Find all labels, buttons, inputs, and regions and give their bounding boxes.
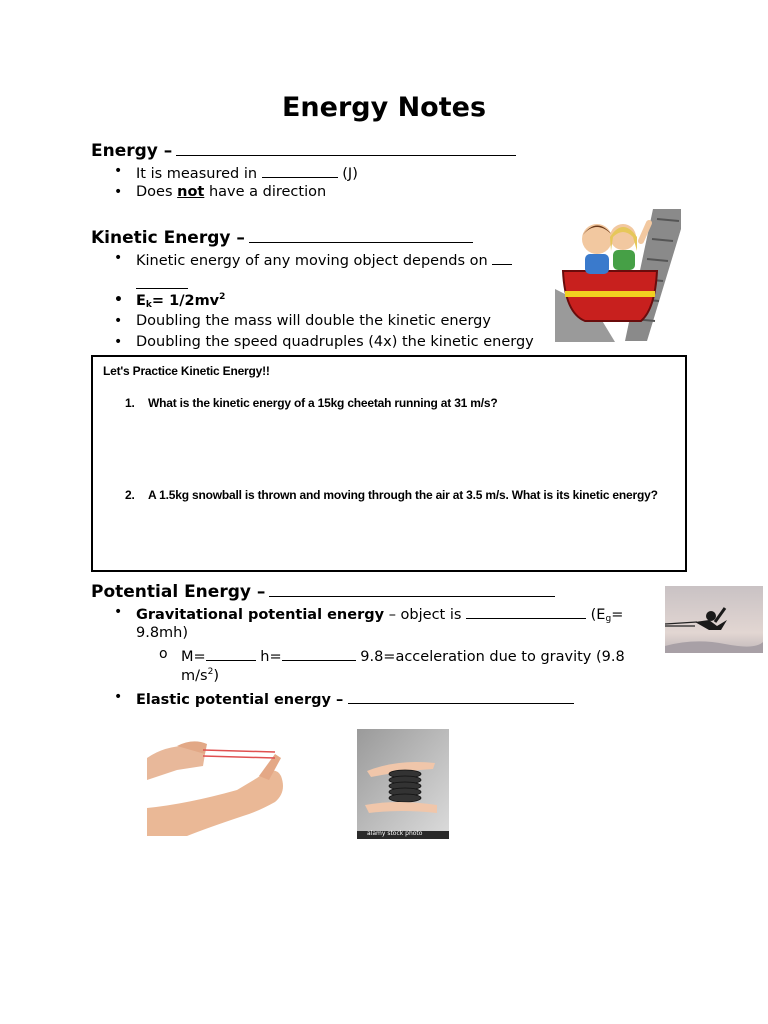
page-title: Energy Notes	[281, 92, 487, 123]
energy-heading: Energy –	[91, 139, 516, 161]
kinetic-bullet-4: Doubling the speed quadruples (4x) the kinetic energy	[136, 334, 534, 350]
practice-q1-answer-area[interactable]	[148, 418, 668, 480]
kinetic-heading: Kinetic Energy –	[91, 226, 473, 248]
energy-definition-blank[interactable]	[176, 139, 516, 156]
potential-heading: Potential Energy –	[91, 580, 555, 602]
elastic-blank[interactable]	[348, 689, 574, 704]
elastic-bullet: • Elastic potential energy –	[136, 689, 574, 708]
bullet-dot: •	[114, 313, 123, 329]
energy-bullet-1: • It is measured in (J)	[114, 163, 358, 182]
bullet-dot: •	[114, 292, 123, 308]
rubber-band-hands-icon	[147, 736, 293, 836]
practice-title: Let's Practice Kinetic Energy!!	[103, 364, 270, 378]
kinetic-bullet-3: • Doubling the mass will double the kinetic energy	[114, 313, 491, 329]
practice-q1: What is the kinetic energy of a 15kg cheetah running at 31 m/s?	[148, 396, 498, 410]
rubber-band-photo	[147, 736, 293, 836]
roller-coaster-illustration	[555, 209, 681, 342]
bullet-dot: •	[114, 163, 123, 179]
bullet-dot: •	[114, 184, 123, 200]
bullet-dot: •	[114, 604, 123, 620]
spring-between-hands-icon	[357, 729, 449, 839]
stock-watermark: alamy stock photo	[367, 830, 423, 837]
swing-silhouette-icon	[665, 586, 763, 653]
gravitational-blank[interactable]	[466, 604, 586, 619]
kinetic-definition-blank[interactable]	[249, 226, 473, 243]
practice-q1-number: 1.	[125, 396, 135, 410]
gravitational-formula-line2: 9.8mh)	[136, 625, 189, 641]
bullet-dot: •	[114, 334, 123, 350]
gravity-unit: $m/s^2$)	[181, 667, 219, 684]
practice-q2: A 1.5kg snowball is thrown and moving through the air at 3.5 m/s. What is its kinetic energy?	[148, 488, 658, 502]
potential-definition-blank[interactable]	[269, 580, 555, 597]
energy-bullet-2: • Does not have a direction	[114, 184, 327, 200]
gravitational-sub-bullet: o M= h= 9.8=acceleration due to gravity (9.8	[159, 646, 625, 665]
kinetic-bullet-1: • Kinetic energy of any moving object depends on	[136, 250, 512, 269]
unit-blank[interactable]	[262, 163, 338, 178]
gravitational-bullet: • Gravitational potential energy – object is ($E_g=$	[114, 604, 624, 624]
spring-photo	[357, 729, 449, 839]
sub-bullet-marker: o	[159, 646, 168, 662]
swing-photo	[665, 586, 763, 653]
kinetic-formula: • $E_k= 1/2mv^2$	[114, 292, 226, 310]
practice-q2-number: 2.	[125, 488, 135, 502]
kinetic-depends-blank-1[interactable]	[492, 250, 512, 265]
height-blank[interactable]	[282, 646, 356, 661]
kinetic-depends-blank-2[interactable]	[136, 274, 188, 289]
practice-q2-answer-area[interactable]	[148, 508, 668, 566]
bullet-dot: •	[114, 689, 123, 705]
mass-blank[interactable]	[206, 646, 256, 661]
bullet-dot: •	[114, 250, 123, 266]
roller-coaster-icon	[555, 209, 681, 342]
